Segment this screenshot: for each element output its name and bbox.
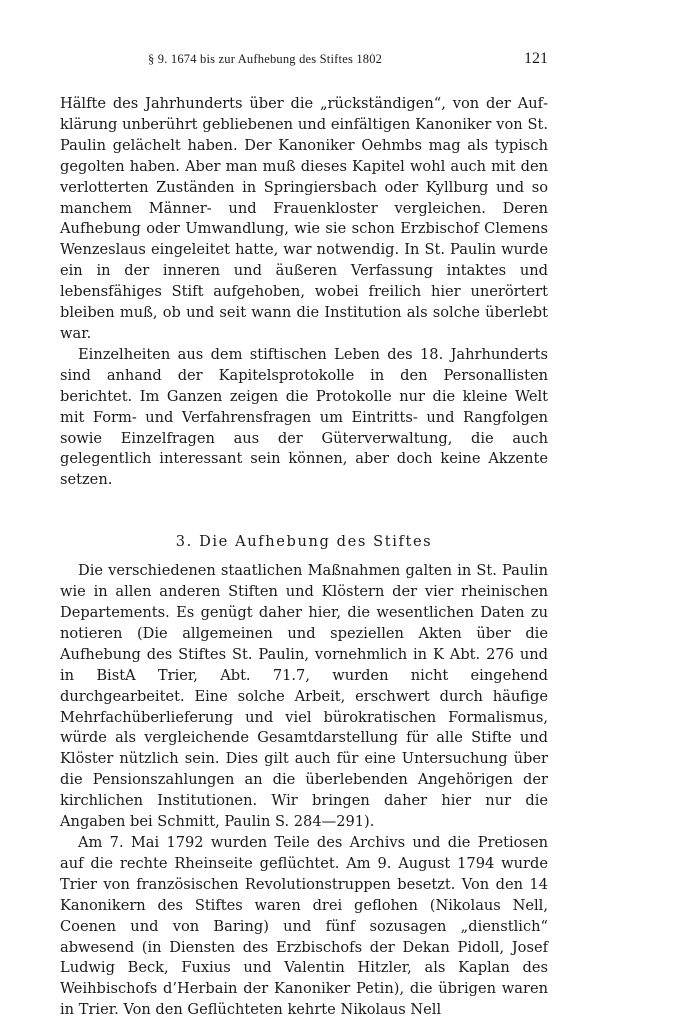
body-text [60, 94, 548, 1021]
section-heading: 3. Die Aufhebung des Stiftes [175, 533, 433, 551]
running-header [60, 52, 548, 76]
book-page [60, 52, 548, 1021]
page-number: 121 [524, 50, 548, 67]
paragraph: Die verschiedenen staatlichen Maßnahmen galten in St. Paulin wie in allen anderen Stiften und Klöstern der vier rheinischen Departements. Es genügt daher hier, die wesentlichen Daten zu notieren (Die allgemeinen und speziellen Akten über die Aufhebung des Stiftes St. Paulin, vornehmlich in K Abt. 276 und in BistA Trier, Abt. 71.7, wurden nicht eingehend durchgearbeitet. Eine solche Arbeit, erschwert durch häufige Mehrfachüberlieferung und viel bürokratischen Formalismus, würde als vergleichende Gesamtdarstellung für alle Stifte und Klöster nützlich sein. Dies gilt auch für eine Untersuchung über die Pensionszahlungen an die überlebenden Angehörigen der kirchlichen Institutionen. Wir bringen daher hier nur die Angaben bei Schmitt, Paulin S. 284—291). [60, 562, 548, 831]
paragraph: Einzelheiten aus dem stiftischen Leben des 18. Jahrhunderts sind anhand der Kapitelsprotokolle in den Personallisten berichtet. Im Ganzen zeigen die Protokolle nur die kleine Welt mit Form- und Verfahrensfragen um Eintritts- und Rangfolgen sowie Einzelfragen aus der Güterverwaltung, die auch gelegentlich interessant sein können, aber doch keine Akzente setzen. [60, 345, 548, 489]
paragraph: Am 7. Mai 1792 wurden Teile des Archivs und die Pretiosen auf die rechte Rheinseite geflüchtet. Am 9. August 1794 wurde Trier von französischen Revolutionstruppen besetzt. Von den 14 Kanonikern des Stiftes waren drei geflohen (Nikolaus Nell, Coenen und von Baring) und fünf sozusagen „dienstlich“ abwesend (in Diensten des Erzbischofs der Dekan Pidoll, Josef Ludwig Beck, Fuxius und Valentin Hitzler, als Kaplan des Weihbischofs d’Herbain der Kanoniker Petin), die übrigen waren in Trier. Von den Geflüchteten kehrte Nikolaus Nell [60, 834, 548, 1019]
running-title: § 9. 1674 bis zur Aufhebung des Stiftes 1802 [148, 52, 383, 66]
paragraph: Hälfte des Jahrhunderts über die „rückständigen“, von der Aufklärung unberührt gebliebenen und einfältigen Kanoniker von St. Paulin gelächelt haben. Der Kanoniker Oehmbs mag als typisch gegolten haben. Aber man muß dieses Kapitel wohl auch mit den verlotterten Zuständen in Springiersbach oder Kyllburg und so manchem Männer- und Frauenkloster vergleichen. Deren Aufhebung oder Umwandlung, wie sie schon Erzbischof Clemens Wenzeslaus eingeleitet hatte, war notwendig. In St. Paulin wurde ein in der inneren und äußeren Verfassung intaktes und lebensfähiges Stift aufgehoben, wobei freilich hier unerörtert bleiben muß, ob und seit wann die Institution als solche überlebt war. [60, 95, 548, 342]
